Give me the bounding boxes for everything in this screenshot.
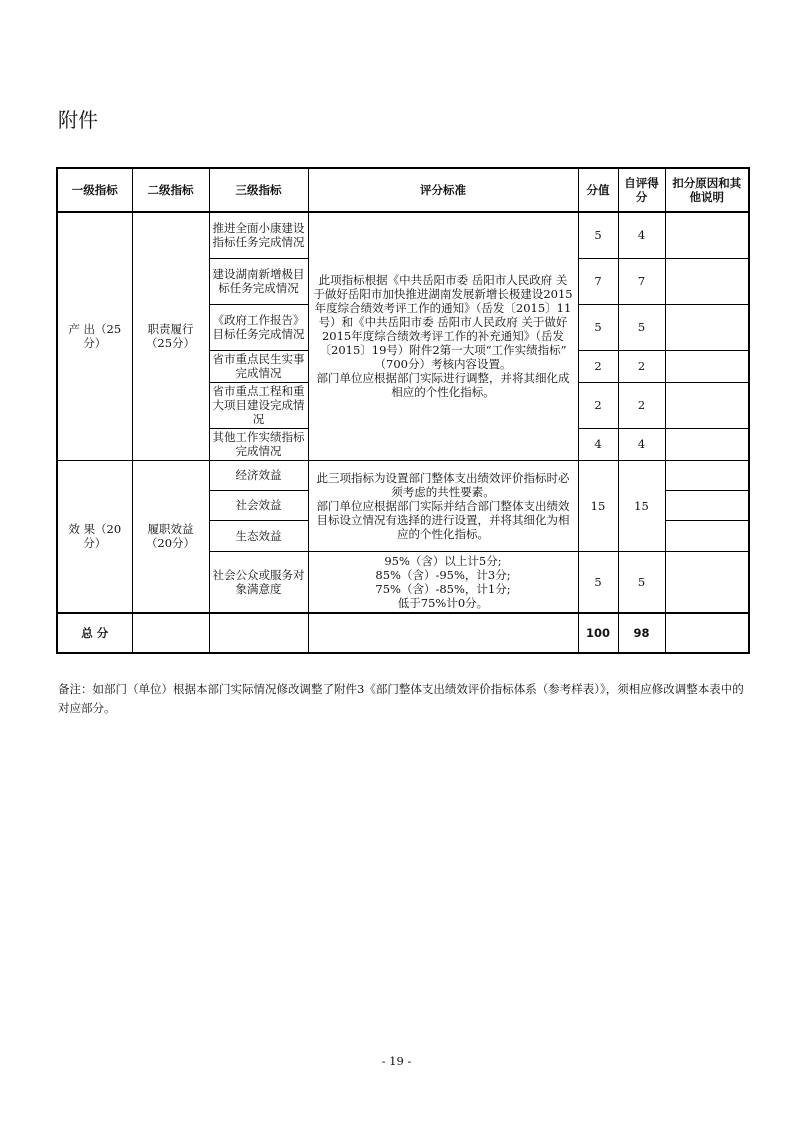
group1-row6-self: 4 xyxy=(618,428,665,460)
group1-row6-reason xyxy=(665,428,749,460)
total-label: 总 分 xyxy=(57,613,132,653)
table-row xyxy=(57,212,749,258)
group1-row5-reason xyxy=(665,382,749,428)
criteria-line: 相应的个性化指标。 xyxy=(391,385,495,400)
group1-row1-self: 4 xyxy=(618,212,665,258)
table-header-row xyxy=(57,168,749,212)
group1-row3-level3: 《政府工作报告》目标任务完成情况 xyxy=(209,304,308,350)
group2-criteria xyxy=(308,460,578,551)
group1-row4-level3: 省市重点民生实事完成情况 xyxy=(209,350,308,382)
group1-level1: 产 出（25分） xyxy=(57,212,132,460)
header-criteria: 评分标准 xyxy=(308,168,578,212)
criteria-line: 此三项指标为设置部门整体支出绩效评价指标时必 xyxy=(316,470,570,485)
footnote: 备注：如部门（单位）根据本部门实际情况修改调整了附件3《部门整体支出绩效评价指标体系（参考样表）》，须相应修改调整本表中的对应部分。 xyxy=(58,682,744,715)
criteria-line: 2015年度综合绩效考评工作的补充通知》（岳发 xyxy=(321,329,564,344)
total-empty-criteria xyxy=(308,613,578,653)
criteria-line: 部门单位应根据部门实际并结合部门整体支出绩效 xyxy=(316,498,570,513)
group1-row6-level3: 其他工作实绩指标完成情况 xyxy=(209,428,308,460)
criteria-line: 须考虑的共性要素。 xyxy=(391,484,495,499)
group1-row3-score: 5 xyxy=(578,304,618,350)
group2-satisfaction-self: 5 xyxy=(618,551,665,613)
criteria-line: 此项指标根据《中共岳阳市委 岳阳市人民政府 关 xyxy=(318,273,568,288)
criteria-line: 年度综合绩效考评工作的通知》（岳发〔2015〕11 xyxy=(314,301,572,316)
criteria-line: 95%（含）以上计5分; xyxy=(384,553,502,568)
group1-row4-score: 2 xyxy=(578,350,618,382)
group1-row3-self: 5 xyxy=(618,304,665,350)
header-level1: 一级指标 xyxy=(57,168,132,212)
header-self: 自评得分 xyxy=(618,168,665,212)
group1-row2-self: 7 xyxy=(618,258,665,304)
group1-row2-level3: 建设湖南新增极目标任务完成情况 xyxy=(209,258,308,304)
total-score: 100 xyxy=(578,613,618,653)
group1-row2-reason xyxy=(665,258,749,304)
group1-row5-self: 2 xyxy=(618,382,665,428)
total-row xyxy=(57,613,749,653)
table-row xyxy=(57,460,749,490)
header-reason: 扣分原因和其他说明 xyxy=(665,168,749,212)
criteria-line: 85%（含）-95%，计3分; xyxy=(375,567,511,582)
total-empty-reason xyxy=(665,613,749,653)
group1-criteria xyxy=(308,212,578,460)
group1-row6-score: 4 xyxy=(578,428,618,460)
group2-level1: 效 果（20分） xyxy=(57,460,132,613)
group2-satisfaction-criteria xyxy=(308,551,578,613)
group1-row1-reason xyxy=(665,212,749,258)
group2-satisfaction-score: 5 xyxy=(578,551,618,613)
group2-satisfaction-reason xyxy=(665,551,749,613)
criteria-line: 号）和《中共岳阳市委 岳阳市人民政府 关于做好 xyxy=(318,315,568,330)
page-title: 附件 xyxy=(58,108,98,132)
criteria-line: （700分）考核内容设置。 xyxy=(374,357,512,372)
group1-row4-reason xyxy=(665,350,749,382)
group2-row1-reason xyxy=(665,460,749,490)
page-number: - 19 - xyxy=(381,1054,412,1068)
group2-combined-self: 15 xyxy=(618,460,665,551)
group1-row5-score: 2 xyxy=(578,382,618,428)
group2-row2-reason xyxy=(665,490,749,520)
total-self: 98 xyxy=(618,613,665,653)
criteria-line: 于做好岳阳市加快推进湖南发展新增长极建设2015 xyxy=(313,287,573,302)
group2-row1-level3: 经济效益 xyxy=(209,460,308,490)
group1-row4-self: 2 xyxy=(618,350,665,382)
evaluation-table xyxy=(56,167,750,654)
group2-combined-score: 15 xyxy=(578,460,618,551)
group1-row1-score: 5 xyxy=(578,212,618,258)
criteria-line: 目标设立情况有选择的进行设置，并将其细化为相 xyxy=(316,512,570,527)
group2-row3-level3: 生态效益 xyxy=(209,520,308,551)
group2-row3-reason xyxy=(665,520,749,551)
total-empty-level3 xyxy=(209,613,308,653)
group1-level2: 职责履行（25分） xyxy=(132,212,209,460)
group1-row1-level3: 推进全面小康建设指标任务完成情况 xyxy=(209,212,308,258)
group2-row2-level3: 社会效益 xyxy=(209,490,308,520)
group2-satisfaction-level3: 社会公众或服务对象满意度 xyxy=(209,551,308,613)
group1-row3-reason xyxy=(665,304,749,350)
criteria-line: 低于75%计0分。 xyxy=(397,595,489,610)
group1-row5-level3: 省市重点工程和重大项目建设完成情况 xyxy=(209,382,308,428)
criteria-line: 〔2015〕19号）附件2第一大项“工作实绩指标” xyxy=(319,343,567,358)
header-level3: 三级指标 xyxy=(209,168,308,212)
criteria-line: 部门单位应根据部门实际进行调整，并将其细化成 xyxy=(316,371,570,386)
total-empty-level2 xyxy=(132,613,209,653)
header-level2: 二级指标 xyxy=(132,168,209,212)
criteria-line: 75%（含）-85%，计1分; xyxy=(375,581,511,596)
group1-row2-score: 7 xyxy=(578,258,618,304)
group2-level2: 履职效益（20分） xyxy=(132,460,209,613)
criteria-line: 应的个性化指标。 xyxy=(397,526,489,541)
header-score: 分值 xyxy=(578,168,618,212)
